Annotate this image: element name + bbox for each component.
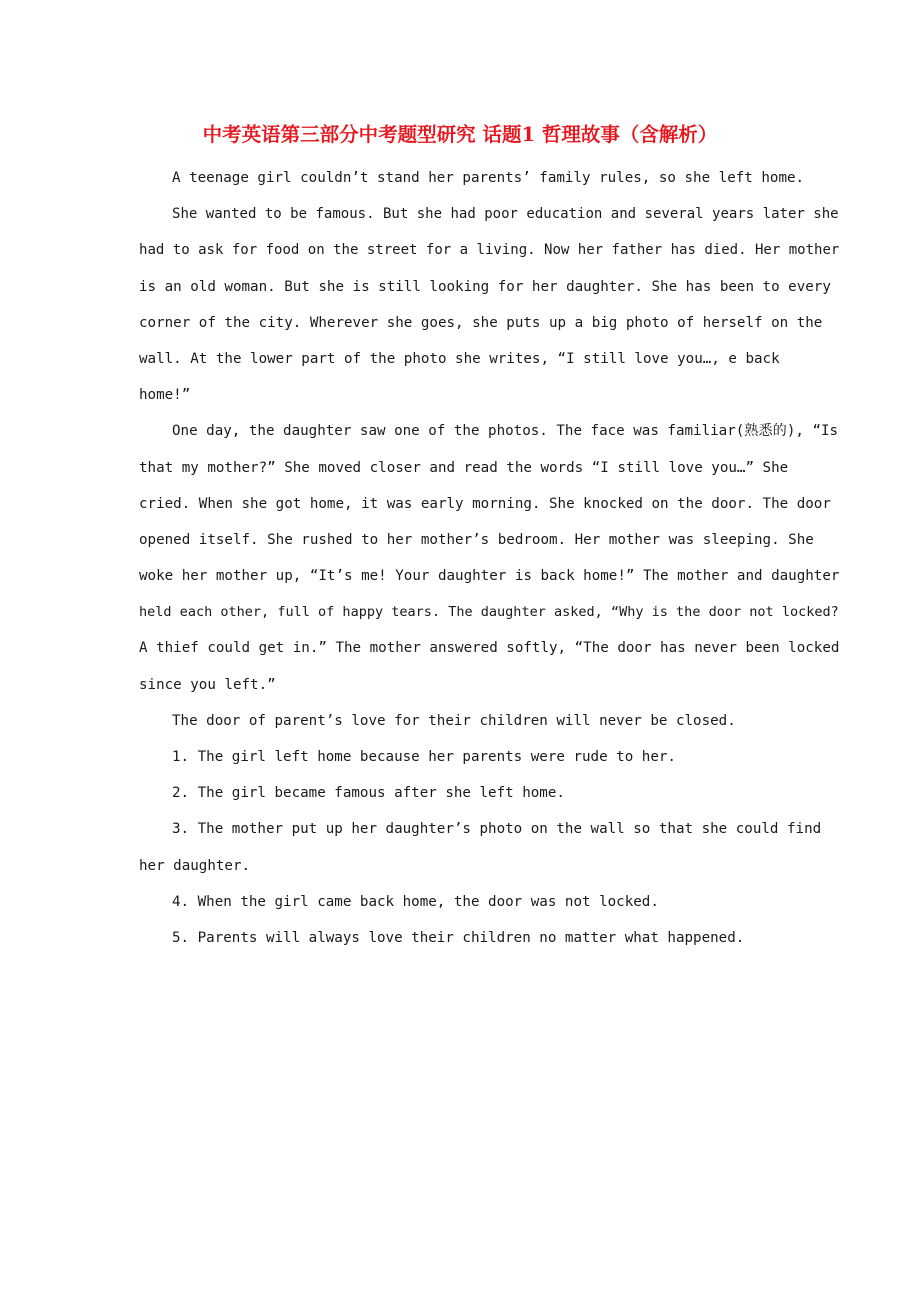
text-line-16: The door of parent’s love for their children will never be closed. bbox=[172, 712, 736, 729]
text-line-3: had to ask for food on the street for a living. Now her father has died. Her mother bbox=[139, 242, 840, 259]
text-line-7: home!” bbox=[139, 387, 191, 404]
text-line-9: that my mother?” She moved closer and read the words “I still love you…” She bbox=[139, 459, 789, 476]
question-3: 3. The mother put up her daughter’s photo on the wall so that she could find bbox=[172, 821, 822, 838]
text-line-2: She wanted to be famous. But she had poor education and several years later she bbox=[172, 206, 839, 223]
text-line-6: wall. At the lower part of the photo she writes, “I still love you…, e back bbox=[139, 350, 780, 367]
text-line-11: opened itself. She rushed to her mother’s bedroom. Her mother was sleeping. She bbox=[139, 531, 814, 548]
document-body bbox=[139, 164, 839, 960]
text-line-15: since you left.” bbox=[139, 676, 276, 693]
question-2: 2. The girl became famous after she left home. bbox=[172, 785, 565, 802]
text-line-14: A thief could get in.” The mother answered softly, “The door has never been locked bbox=[139, 640, 840, 657]
text-line-12: woke her mother up, “It’s me! Your daughter is back home!” The mother and daughter bbox=[139, 568, 840, 585]
question-1: 1. The girl left home because her parents were rude to her. bbox=[172, 749, 676, 765]
text-line-4: is an old woman. But she is still looking for her daughter. She has been to every bbox=[139, 278, 831, 295]
question-5: 5. Parents will always love their children no matter what happened. bbox=[172, 929, 745, 946]
text-line-13: held each other, full of happy tears. The daughter asked, “Why is the door not locked? bbox=[139, 604, 839, 621]
question-4: 4. When the girl came back home, the door was not locked. bbox=[172, 893, 659, 910]
text-line-5: corner of the city. Wherever she goes, she puts up a big photo of herself on the bbox=[139, 314, 823, 331]
text-line-1: A teenage girl couldn’t stand her parents’ family rules, so she left home. bbox=[172, 170, 805, 186]
text-line-8: One day, the daughter saw one of the photos. The face was familiar(熟悉的), “Is bbox=[172, 423, 839, 440]
question-3-continued: her daughter. bbox=[139, 857, 251, 874]
document-title: 中考英语第三部分中考题型研究 话题1 哲理故事（含解析） bbox=[202, 123, 718, 146]
text-line-10: cried. When she got home, it was early morning. She knocked on the door. The door bbox=[139, 495, 831, 512]
